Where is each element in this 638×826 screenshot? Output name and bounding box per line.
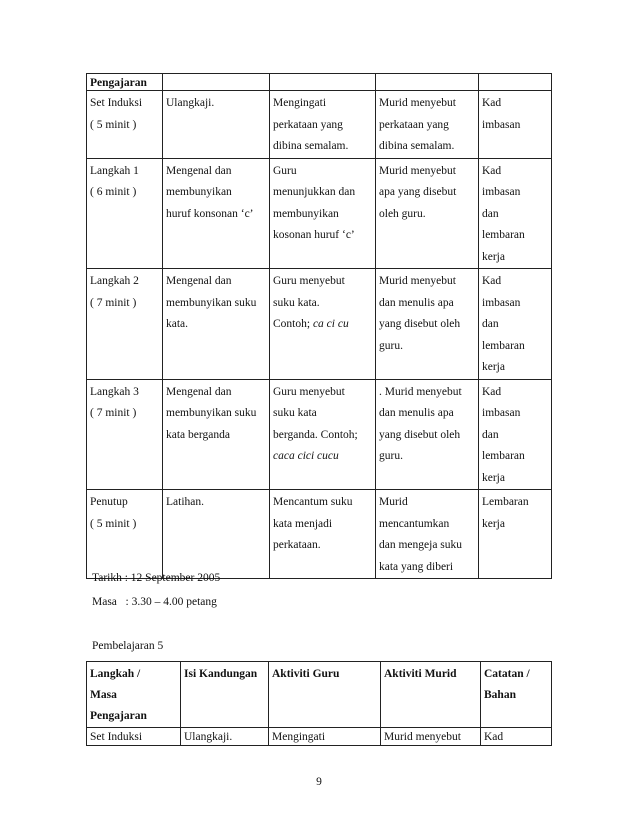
lesson-table-2 xyxy=(86,661,552,746)
table-cell: Kad imbasan dan lembaran kerja xyxy=(479,379,552,490)
table-cell: Kad imbasan xyxy=(479,91,552,159)
table-row xyxy=(87,379,552,490)
table-cell: Ulangkaji. xyxy=(181,728,269,746)
lesson-title: Pembelajaran 5 xyxy=(92,640,164,652)
table-row xyxy=(87,91,552,159)
table-cell: Kad imbasan dan lembaran kerja xyxy=(479,158,552,269)
table-cell: Mengingati perkataan yang dibina semalam. xyxy=(270,91,376,159)
table-cell: Mengenal dan membunyikan huruf konsonan ‘c’ xyxy=(163,158,270,269)
table-cell: Murid menyebut dan menulis apa yang disebut oleh guru. xyxy=(376,269,479,380)
table-cell: Murid menyebut xyxy=(381,728,481,746)
table-cell: . Murid menyebut dan menulis apa yang disebut oleh guru. xyxy=(376,379,479,490)
header-cell: Catatan / Bahan xyxy=(481,662,552,728)
header-cell: Aktiviti Murid xyxy=(381,662,481,728)
table-cell: Langkah 3 ( 7 minit ) xyxy=(87,379,163,490)
table-cell: Kad imbasan dan lembaran kerja xyxy=(479,269,552,380)
table-cell: Ulangkaji. xyxy=(163,91,270,159)
table-header-row xyxy=(87,74,552,91)
table-row xyxy=(87,269,552,380)
time-line: Masa : 3.30 – 4.00 petang xyxy=(92,596,217,608)
table-header-row xyxy=(87,662,552,728)
table-cell: Langkah 1 ( 6 minit ) xyxy=(87,158,163,269)
table-cell: Langkah 2 ( 7 minit ) xyxy=(87,269,163,380)
table-row xyxy=(87,158,552,269)
header-cell: Pengajaran xyxy=(87,74,163,91)
table-cell: Mengenal dan membunyikan suku kata. xyxy=(163,269,270,380)
table-cell: Set Induksi xyxy=(87,728,181,746)
table-cell: Murid mencantumkan dan mengeja suku kata yang diberi xyxy=(376,490,479,579)
table-cell: Mengingati xyxy=(269,728,381,746)
header-cell: Langkah / Masa Pengajaran xyxy=(87,662,181,728)
table-cell: Murid menyebut perkataan yang dibina semalam. xyxy=(376,91,479,159)
table-cell: Guru menyebut suku kata berganda. Contoh; caca cici cucu xyxy=(270,379,376,490)
header-cell: Aktiviti Guru xyxy=(269,662,381,728)
header-cell: Isi Kandungan xyxy=(181,662,269,728)
table-row xyxy=(87,728,552,746)
table-row xyxy=(87,490,552,579)
table-cell: Guru menunjukkan dan membunyikan kosonan huruf ‘c’ xyxy=(270,158,376,269)
table-cell: Kad xyxy=(481,728,552,746)
table-cell: Mencantum suku kata menjadi perkataan. xyxy=(270,490,376,579)
table-cell: Set Induksi ( 5 minit ) xyxy=(87,91,163,159)
table-cell: Guru menyebut suku kata. Contoh; ca ci cu xyxy=(270,269,376,380)
table-cell: Mengenal dan membunyikan suku kata berganda xyxy=(163,379,270,490)
table-cell: Murid menyebut apa yang disebut oleh guru. xyxy=(376,158,479,269)
date-line: Tarikh : 12 September 2005 xyxy=(92,572,221,584)
page-number: 9 xyxy=(316,776,322,788)
table-cell: Lembaran kerja xyxy=(479,490,552,579)
table-cell: Latihan. xyxy=(163,490,270,579)
table-cell: Penutup ( 5 minit ) xyxy=(87,490,163,579)
lesson-table-1 xyxy=(86,73,552,579)
